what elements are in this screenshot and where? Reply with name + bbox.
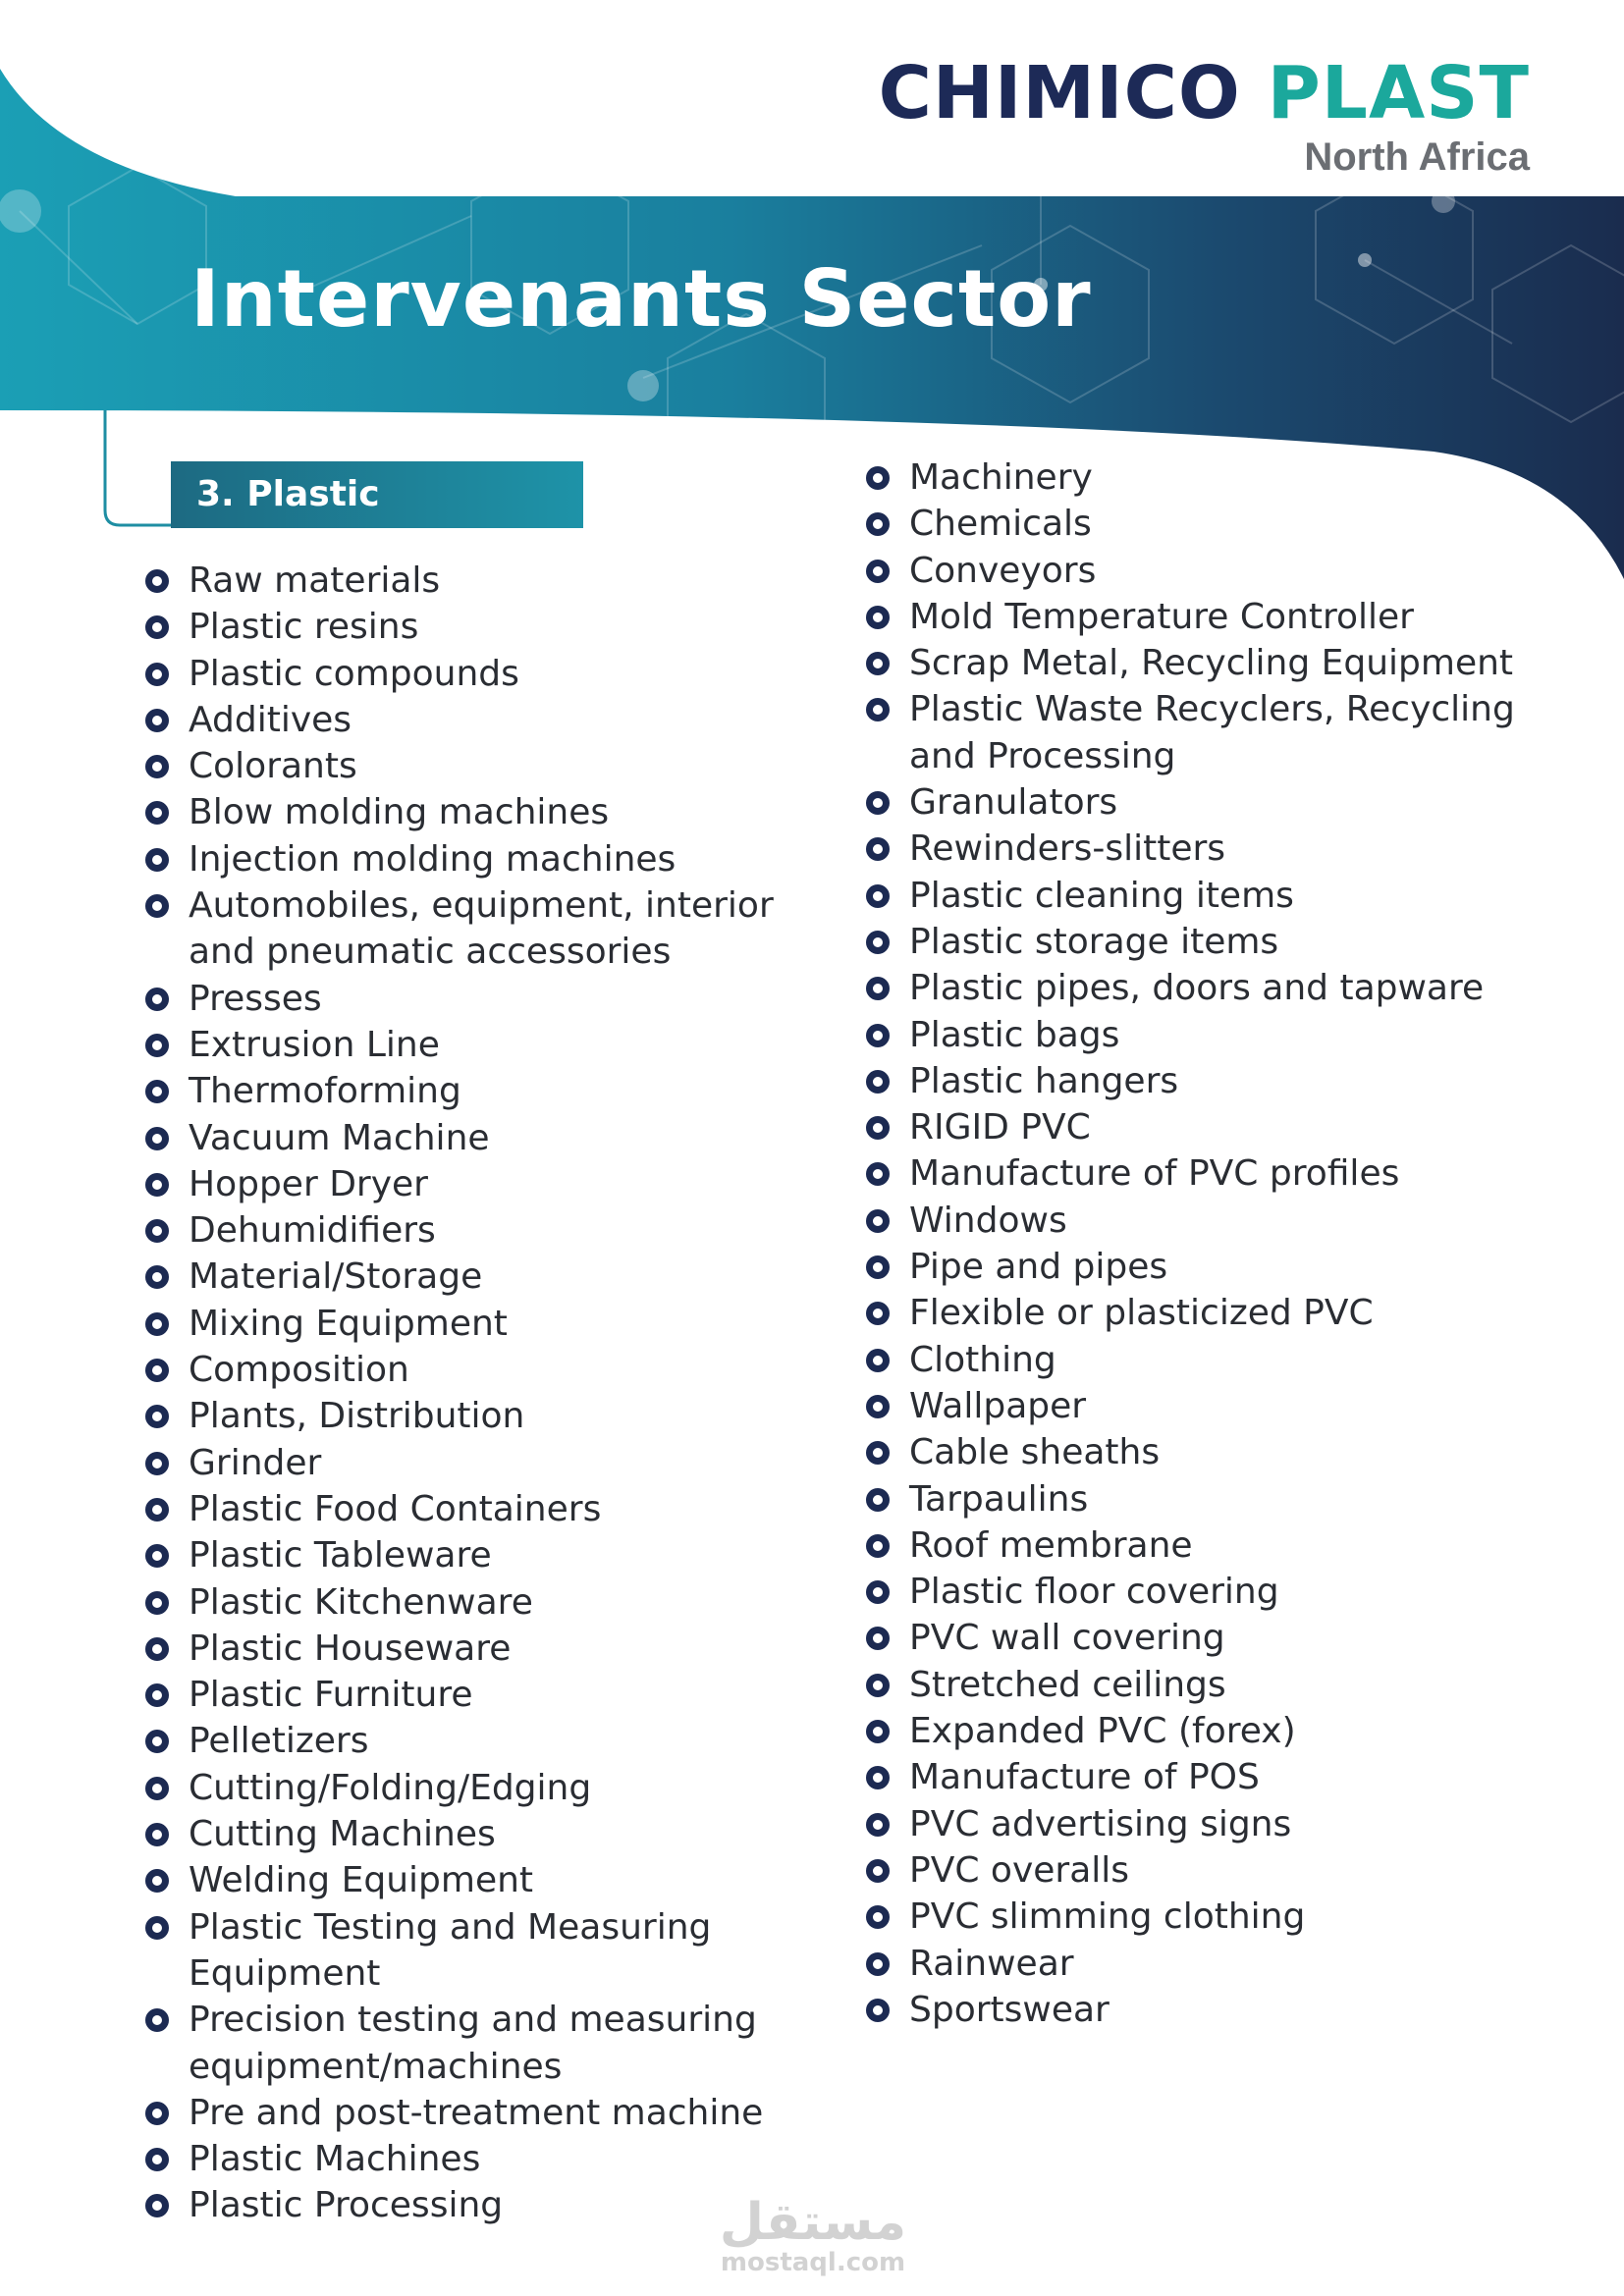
list-item: Plastic Kitchenware bbox=[145, 1579, 784, 1626]
list-item: Extrusion Line bbox=[145, 1022, 784, 1068]
list-item: Plastic hangers bbox=[866, 1058, 1534, 1104]
list-item: Presses bbox=[145, 976, 784, 1022]
list-item: Cutting/Folding/Edging bbox=[145, 1765, 784, 1811]
list-item: Cable sheaths bbox=[866, 1429, 1534, 1475]
list-item: Plants, Distribution bbox=[145, 1393, 784, 1439]
list-item: Plastic pipes, doors and tapware bbox=[866, 965, 1534, 1011]
list-item: RIGID PVC bbox=[866, 1104, 1534, 1150]
list-item: Dehumidifiers bbox=[145, 1207, 784, 1254]
list-item: Plastic Food Containers bbox=[145, 1486, 784, 1532]
list-item: Plastic Tableware bbox=[145, 1532, 784, 1578]
list-item: Conveyors bbox=[866, 548, 1534, 594]
list-item: PVC advertising signs bbox=[866, 1801, 1534, 1847]
list-item: Sportswear bbox=[866, 1987, 1534, 2033]
list-item: Cutting Machines bbox=[145, 1811, 784, 1857]
list-item: Plastic floor covering bbox=[866, 1569, 1534, 1615]
brand-region: North Africa bbox=[1304, 135, 1530, 179]
list-item: Plastic resins bbox=[145, 604, 784, 650]
list-item: Blow molding machines bbox=[145, 789, 784, 835]
list-item: Rainwear bbox=[866, 1941, 1534, 1987]
list-item: Chemicals bbox=[866, 501, 1534, 547]
list-item: Granulators bbox=[866, 779, 1534, 826]
list-item: Vacuum Machine bbox=[145, 1115, 784, 1161]
list-item: Grinder bbox=[145, 1440, 784, 1486]
list-item: Pelletizers bbox=[145, 1718, 784, 1764]
list-item: Raw materials bbox=[145, 558, 784, 604]
list-item: Plastic Testing and Measuring Equipment bbox=[145, 1904, 784, 1998]
list-item: Injection molding machines bbox=[145, 836, 784, 882]
list-item: Plastic Furniture bbox=[145, 1672, 784, 1718]
list-item: Additives bbox=[145, 697, 784, 743]
list-item: PVC wall covering bbox=[866, 1615, 1534, 1661]
list-item: Hopper Dryer bbox=[145, 1161, 784, 1207]
list-item: PVC overalls bbox=[866, 1847, 1534, 1894]
list-item: Plastic Waste Recyclers, Recycling and Processing bbox=[866, 686, 1534, 779]
list-item: PVC slimming clothing bbox=[866, 1894, 1534, 1940]
list-item: Plastic storage items bbox=[866, 919, 1534, 965]
list-item: Thermoforming bbox=[145, 1068, 784, 1114]
list-item: Scrap Metal, Recycling Equipment bbox=[866, 640, 1534, 686]
page-title: Intervenants Sector bbox=[190, 253, 1092, 345]
list-item: Plastic Processing bbox=[145, 2182, 784, 2228]
list-item: Mixing Equipment bbox=[145, 1301, 784, 1347]
list-item: Plastic cleaning items bbox=[866, 873, 1534, 919]
list-item: Windows bbox=[866, 1198, 1534, 1244]
list-item: Rewinders-slitters bbox=[866, 826, 1534, 872]
list-item: Plastic compounds bbox=[145, 651, 784, 697]
list-item: Pre and post-treatment machine bbox=[145, 2090, 784, 2136]
list-item: Wallpaper bbox=[866, 1383, 1534, 1429]
right-item-list bbox=[866, 454, 1534, 2033]
list-item: Flexible or plasticized PVC bbox=[866, 1290, 1534, 1336]
connector-line bbox=[105, 410, 171, 525]
list-item: Plastic Machines bbox=[145, 2136, 784, 2182]
left-item-list bbox=[145, 558, 784, 2229]
list-item: Plastic Houseware bbox=[145, 1626, 784, 1672]
list-item: Machinery bbox=[866, 454, 1534, 501]
brand-logo bbox=[878, 51, 1530, 179]
list-item: Manufacture of POS bbox=[866, 1754, 1534, 1800]
list-item: Manufacture of PVC profiles bbox=[866, 1150, 1534, 1197]
brand-name-part-1: CHIMICO bbox=[878, 51, 1241, 135]
watermark bbox=[715, 2193, 911, 2278]
list-item: Mold Temperature Controller bbox=[866, 594, 1534, 640]
watermark-latin: mostaql.com bbox=[720, 2248, 906, 2277]
list-item: Composition bbox=[145, 1347, 784, 1393]
brand-name-part-2: PLAST bbox=[1267, 51, 1530, 135]
list-item: Clothing bbox=[866, 1337, 1534, 1383]
list-item: Automobiles, equipment, interior and pneumatic accessories bbox=[145, 882, 784, 976]
list-item: Welding Equipment bbox=[145, 1857, 784, 1903]
list-item: Expanded PVC (forex) bbox=[866, 1708, 1534, 1754]
watermark-arabic: مستقل bbox=[719, 2193, 907, 2252]
list-item: Precision testing and measuring equipment/machines bbox=[145, 1997, 784, 2090]
section-label: 3. Plastic bbox=[171, 461, 583, 528]
list-item: Material/Storage bbox=[145, 1254, 784, 1300]
brand-name bbox=[878, 51, 1530, 135]
list-item: Colorants bbox=[145, 743, 784, 789]
list-item: Tarpaulins bbox=[866, 1476, 1534, 1522]
list-item: Pipe and pipes bbox=[866, 1244, 1534, 1290]
list-item: Roof membrane bbox=[866, 1522, 1534, 1569]
list-item: Plastic bags bbox=[866, 1012, 1534, 1058]
list-item: Stretched ceilings bbox=[866, 1662, 1534, 1708]
